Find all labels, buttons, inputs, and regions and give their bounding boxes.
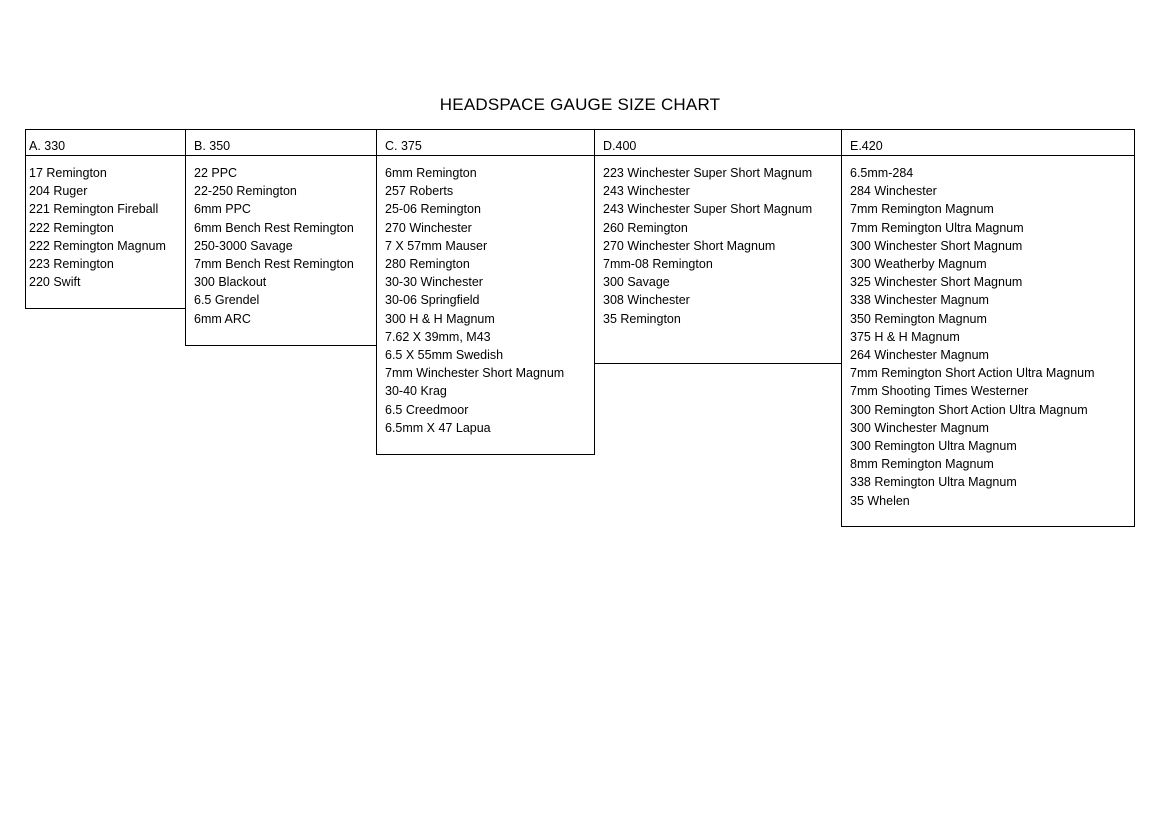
column-header: D.400 [595, 130, 841, 156]
cartridge-item: 7.62 X 39mm, M43 [385, 329, 491, 344]
cartridge-item: 7mm Remington Magnum [850, 202, 994, 217]
cartridge-item: 6.5 X 55mm Swedish [385, 348, 504, 363]
cartridge-item: 284 Winchester [850, 184, 937, 199]
chart-title: HEADSPACE GAUGE SIZE CHART [439, 95, 721, 114]
cartridge-item: 6mm Bench Rest Remington [194, 220, 354, 235]
cartridge-item: 6.5 Grendel [194, 293, 260, 308]
column-header: C. 375 [377, 130, 594, 156]
cartridge-item: 6.5mm-284 [850, 166, 914, 180]
cartridge-item: 6.5 Creedmoor [385, 402, 469, 417]
gauge-column-d [594, 129, 842, 364]
cartridge-item: 22 PPC [194, 166, 238, 180]
cartridge-item: 204 Ruger [29, 184, 88, 199]
cartridge-item: 308 Winchester [603, 293, 690, 308]
cartridge-item: 35 Whelen [850, 493, 910, 508]
cartridge-item: 300 Weatherby Magnum [850, 257, 987, 272]
cartridge-item: 264 Winchester Magnum [850, 348, 989, 363]
cartridge-item: 338 Remington Ultra Magnum [850, 475, 1017, 490]
cartridge-item: 270 Winchester Short Magnum [603, 238, 776, 253]
cartridge-item: 7mm Winchester Short Magnum [385, 366, 565, 381]
cartridge-item: 260 Remington [603, 220, 688, 235]
cartridge-item: 300 H & H Magnum [385, 311, 495, 326]
cartridge-item: 222 Remington Magnum [29, 238, 166, 253]
cartridge-item: 243 Winchester [603, 184, 690, 199]
cartridge-item: 222 Remington [29, 220, 114, 235]
cartridge-item: 243 Winchester Super Short Magnum [603, 202, 813, 217]
cartridge-item: 7 X 57mm Mauser [385, 238, 488, 253]
cartridge-item: 35 Remington [603, 311, 681, 326]
column-body [186, 156, 376, 328]
cartridge-item: 300 Remington Ultra Magnum [850, 439, 1017, 454]
cartridge-item: 270 Winchester [385, 220, 472, 235]
cartridge-item: 300 Savage [603, 275, 670, 290]
cartridge-item: 25-06 Remington [385, 202, 481, 217]
cartridge-item: 375 H & H Magnum [850, 329, 960, 344]
column-body [26, 156, 185, 291]
cartridge-item: 250-3000 Savage [194, 238, 293, 253]
cartridge-item: 325 Winchester Short Magnum [850, 275, 1023, 290]
cartridge-item: 6mm ARC [194, 311, 251, 326]
cartridge-item: 6.5mm X 47 Lapua [385, 420, 491, 435]
column-body [377, 156, 594, 437]
column-header: A. 330 [26, 130, 185, 156]
cartridge-item: 30-40 Krag [385, 384, 447, 399]
column-header: E.420 [842, 130, 1134, 156]
cartridge-item: 300 Remington Short Action Ultra Magnum [850, 402, 1088, 417]
cartridge-item: 7mm-08 Remington [603, 257, 713, 272]
gauge-column-b [185, 129, 377, 346]
column-body [842, 156, 1134, 510]
cartridge-item: 22-250 Remington [194, 184, 297, 199]
cartridge-item: 30-30 Winchester [385, 275, 483, 290]
cartridge-item: 350 Remington Magnum [850, 311, 987, 326]
cartridge-item: 6mm PPC [194, 202, 251, 217]
cartridge-item: 221 Remington Fireball [29, 202, 159, 217]
cartridge-item: 280 Remington [385, 257, 470, 272]
cartridge-item: 7mm Shooting Times Westerner [850, 384, 1029, 399]
cartridge-item: 7mm Remington Ultra Magnum [850, 220, 1024, 235]
cartridge-item: 8mm Remington Magnum [850, 457, 994, 472]
cartridge-item: 300 Blackout [194, 275, 267, 290]
cartridge-item: 223 Remington [29, 257, 114, 272]
cartridge-item: 257 Roberts [385, 184, 454, 199]
column-header: B. 350 [186, 130, 376, 156]
gauge-column-c [376, 129, 595, 455]
gauge-column-a [25, 129, 186, 309]
gauge-column-e [841, 129, 1135, 527]
cartridge-item: 30-06 Springfield [385, 293, 480, 308]
cartridge-item: 338 Winchester Magnum [850, 293, 989, 308]
column-body [595, 156, 841, 328]
cartridge-item: 7mm Bench Rest Remington [194, 257, 354, 272]
cartridge-item: 223 Winchester Super Short Magnum [603, 166, 813, 180]
cartridge-item: 7mm Remington Short Action Ultra Magnum [850, 366, 1095, 381]
cartridge-item: 6mm Remington [385, 166, 477, 180]
cartridge-item: 220 Swift [29, 275, 81, 290]
cartridge-item: 300 Winchester Magnum [850, 420, 989, 435]
cartridge-item: 300 Winchester Short Magnum [850, 238, 1023, 253]
cartridge-item: 17 Remington [29, 166, 107, 180]
